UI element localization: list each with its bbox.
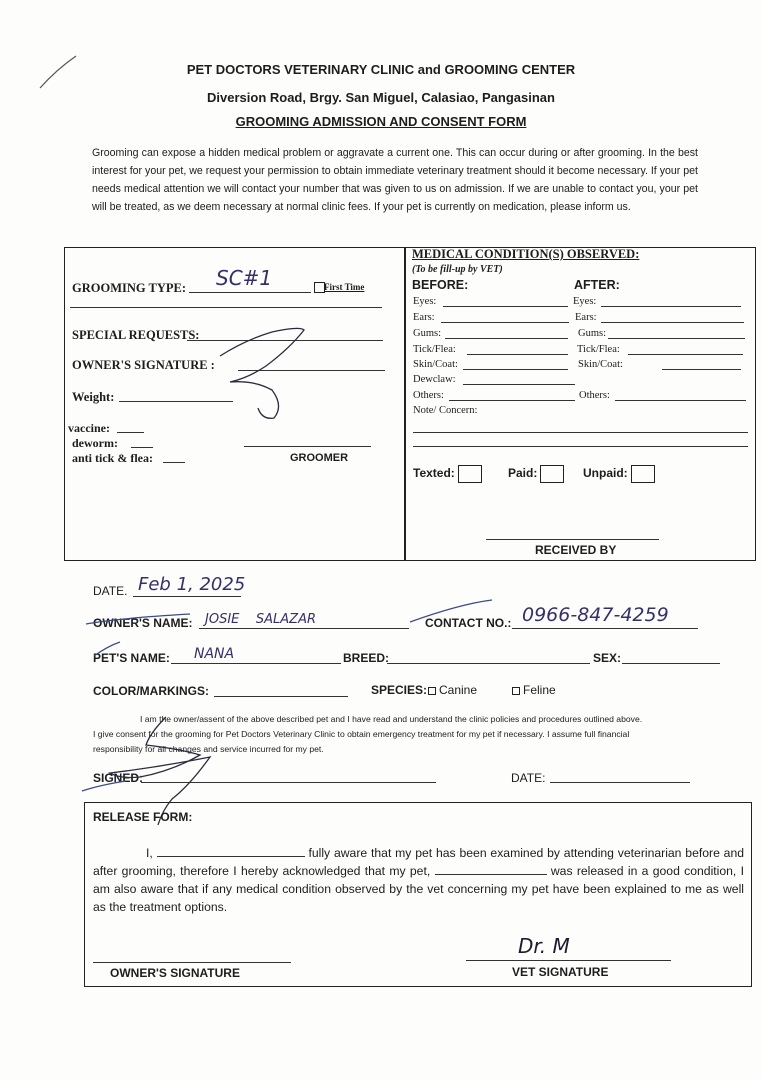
- owner-name-value: JOSIE SALAZAR: [205, 612, 317, 627]
- release-owner-signature-label: OWNER'S SIGNATURE: [110, 966, 240, 980]
- before-ears-label: Ears:: [413, 312, 435, 323]
- release-text-mid2: was released in a good condition, I am also aware that if any medical condition observed by the vet concerning my pet have been explained to me as well as the treatment options.: [93, 864, 745, 914]
- texted-checkbox[interactable]: [458, 465, 482, 483]
- deworm-label: deworm:: [72, 436, 118, 450]
- after-gums-field[interactable]: [608, 338, 745, 339]
- before-eyes-label: Eyes:: [413, 296, 437, 307]
- vet-signature-label: VET SIGNATURE: [512, 965, 609, 979]
- consent-line-1: I am the owner/assent of the above described pet and I have read and understand the clinic policies and procedures outlined above.: [140, 714, 643, 724]
- vet-signature-value: Dr. M: [518, 934, 570, 958]
- owner-signature-label: OWNER'S SIGNATURE :: [72, 358, 215, 372]
- medical-title: MEDICAL CONDITION(S) OBSERVED:: [412, 247, 640, 261]
- after-eyes-label: Eyes:: [573, 296, 597, 307]
- owner-name-label: OWNER'S NAME:: [93, 616, 193, 630]
- after-gums-label: Gums:: [578, 328, 607, 339]
- contact-field[interactable]: [512, 628, 698, 629]
- color-field[interactable]: [214, 696, 348, 697]
- contact-value: 0966-847-4259: [522, 604, 669, 626]
- canine-checkbox[interactable]: [428, 687, 436, 695]
- before-dewclaw-label: Dewclaw:: [413, 374, 456, 385]
- note-line-1[interactable]: [413, 432, 748, 433]
- release-text-mid1: fully aware that my pet has been examined by attending veterinarian before and after grooming, therefore I hereby acknowledged that my pet,: [93, 846, 745, 878]
- deworm-field[interactable]: [131, 447, 153, 448]
- consent-date-label: DATE:: [511, 771, 546, 785]
- consent-date-field[interactable]: [550, 782, 690, 783]
- paid-label: Paid:: [508, 466, 538, 481]
- after-skincoat-field[interactable]: [662, 369, 741, 370]
- canine-option[interactable]: [428, 683, 477, 697]
- special-requests-label: SPECIAL REQUESTS:: [72, 328, 200, 342]
- vet-signature-line[interactable]: [466, 960, 671, 961]
- species-label: SPECIES:: [371, 683, 428, 697]
- before-dewclaw-field[interactable]: [463, 384, 575, 385]
- grooming-type-extra-line: [70, 307, 382, 308]
- pet-name-label: PET'S NAME:: [93, 651, 170, 665]
- release-text-start: I,: [146, 846, 153, 860]
- after-ears-field[interactable]: [601, 322, 744, 323]
- before-others-field[interactable]: [449, 400, 575, 401]
- received-by-label: RECEIVED BY: [535, 543, 617, 557]
- after-tickflea-field[interactable]: [628, 354, 743, 355]
- texted-label: Texted:: [413, 466, 455, 481]
- date-value: Feb 1, 2025: [138, 574, 246, 595]
- sex-field[interactable]: [622, 663, 720, 664]
- intro-paragraph: Grooming can expose a hidden medical problem or aggravate a current one. This can occur during or after grooming. In the best interest for your pet, we request your permission to obtain immediate veterinary treatment should it become necessary. If your pet needs medical attention we will contact your number that was given to us on admission. If we are unable to contact you, your pet will be treated, as we deem necessary at normal clinic fees. If your pet is currently on medication, please inform us.: [92, 147, 698, 213]
- paid-checkbox[interactable]: [540, 465, 564, 483]
- paid-group: [508, 465, 564, 483]
- vaccine-field[interactable]: [117, 432, 144, 433]
- after-tickflea-label: Tick/Flea:: [577, 344, 620, 355]
- release-pet-blank[interactable]: [435, 874, 547, 875]
- owner-signature-scribble: [200, 318, 320, 423]
- color-label: COLOR/MARKINGS:: [93, 684, 209, 698]
- weight-label: Weight:: [72, 390, 115, 404]
- unpaid-checkbox[interactable]: [631, 465, 655, 483]
- note-line-2[interactable]: [413, 446, 748, 447]
- form-title: GROOMING ADMISSION AND CONSENT FORM: [235, 114, 527, 129]
- groomer-label: GROOMER: [290, 452, 349, 464]
- before-ears-field[interactable]: [441, 322, 569, 323]
- panel-divider: [404, 247, 406, 561]
- release-title: RELEASE FORM:: [93, 810, 193, 824]
- breed-label: BREED:: [343, 651, 390, 665]
- anti-tick-field[interactable]: [163, 462, 185, 463]
- unpaid-group: [583, 465, 655, 483]
- grooming-type-label: GROOMING TYPE:: [72, 281, 187, 295]
- consent-line-2: I give consent for the grooming for Pet Doctors Veterinary Clinic to obtain emergency treatment for my pet if necessary. I assume full financial: [93, 729, 630, 739]
- before-eyes-field[interactable]: [443, 306, 568, 307]
- date-label: DATE.: [93, 584, 128, 598]
- anti-tick-label: anti tick & flea:: [72, 451, 153, 465]
- grooming-type-field[interactable]: [189, 291, 311, 293]
- clinic-name: PET DOCTORS VETERINARY CLINIC and GROOMING CENTER: [186, 62, 576, 77]
- texted-group: [413, 465, 482, 483]
- before-gums-label: Gums:: [413, 328, 442, 339]
- vaccine-label: vaccine:: [68, 421, 110, 435]
- grooming-type-value: SC#1: [216, 266, 273, 290]
- before-tickflea-label: Tick/Flea:: [413, 344, 456, 355]
- after-label: AFTER:: [574, 278, 620, 292]
- release-owner-signature-line[interactable]: [93, 962, 291, 963]
- feline-option[interactable]: [512, 683, 556, 697]
- first-time-label: First Time: [324, 282, 365, 292]
- owner-label-strike: [80, 598, 500, 668]
- medical-subtitle: (To be fill-up by VET): [412, 264, 503, 275]
- before-others-label: Others:: [413, 390, 444, 401]
- after-skincoat-label: Skin/Coat:: [578, 359, 623, 370]
- feline-checkbox[interactable]: [512, 687, 520, 695]
- sex-label: SEX:: [593, 651, 622, 665]
- date-field[interactable]: [133, 596, 241, 597]
- contact-label: CONTACT NO.:: [425, 616, 512, 630]
- consent-line-3: responsibility for all changes and service incurred for my pet.: [93, 744, 324, 754]
- release-text: [93, 844, 744, 916]
- unpaid-label: Unpaid:: [583, 466, 628, 481]
- signed-label: SIGNED:: [93, 771, 144, 785]
- clinic-address: Diversion Road, Brgy. San Miguel, Calasiao, Pangasinan: [207, 90, 555, 105]
- after-others-field[interactable]: [615, 400, 746, 401]
- after-ears-label: Ears:: [575, 312, 597, 323]
- received-by-line[interactable]: [486, 539, 659, 540]
- before-label: BEFORE:: [412, 278, 469, 292]
- before-skincoat-field[interactable]: [463, 369, 568, 370]
- before-tickflea-field[interactable]: [467, 354, 568, 355]
- before-gums-field[interactable]: [445, 338, 568, 339]
- feline-label: Feline: [523, 683, 556, 697]
- groomer-signature-line[interactable]: [244, 446, 371, 447]
- note-concern-label: Note/ Concern:: [413, 405, 478, 416]
- after-eyes-field[interactable]: [601, 306, 741, 307]
- canine-label: Canine: [439, 683, 478, 697]
- before-skincoat-label: Skin/Coat:: [413, 359, 458, 370]
- after-others-label: Others:: [579, 390, 610, 401]
- pet-name-value: NANA: [194, 646, 235, 662]
- release-name-blank[interactable]: [157, 856, 305, 857]
